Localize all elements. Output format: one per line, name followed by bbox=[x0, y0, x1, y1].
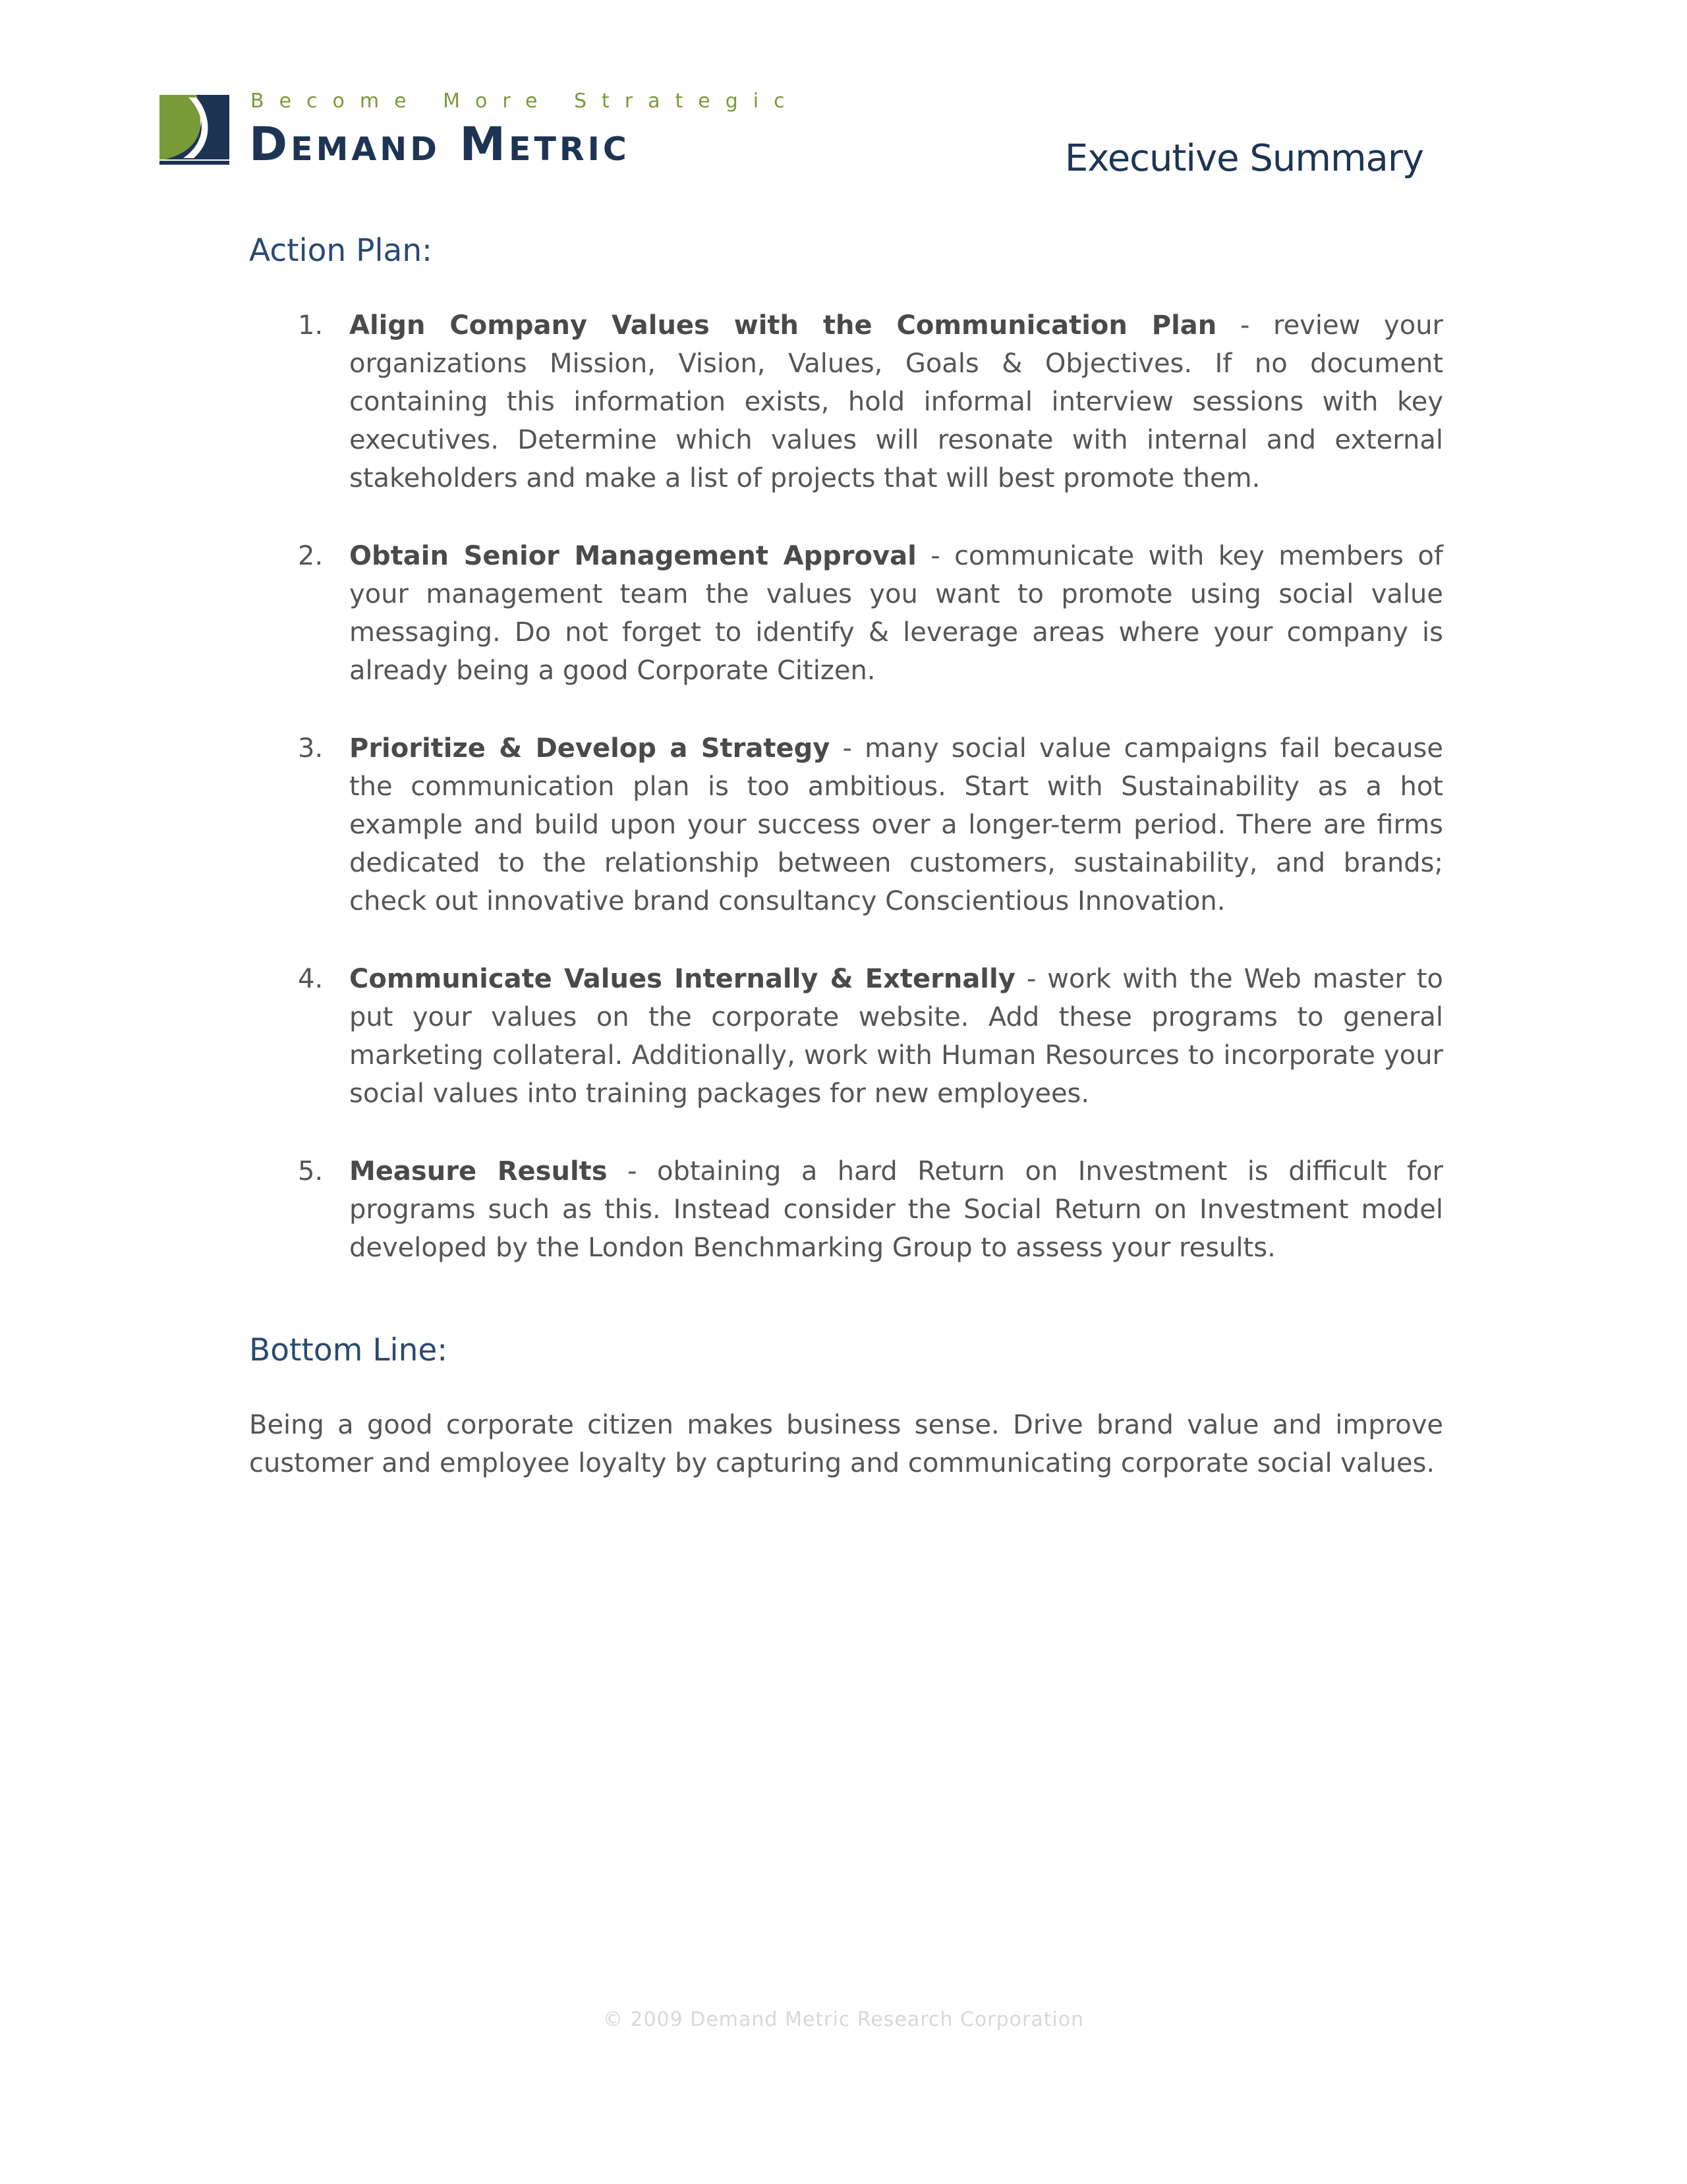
item-separator: - bbox=[1216, 310, 1274, 341]
item-text: obtaining a hard Return on Investment is difficult for programs such as this. Instead consider the Social Return on Investment model developed by the London Benchmarking Group to assess your results. bbox=[349, 1156, 1443, 1264]
action-plan-item bbox=[249, 306, 1443, 497]
item-title: Obtain Senior Management Approval bbox=[349, 541, 917, 572]
action-plan-heading: Action Plan: bbox=[249, 233, 432, 269]
bottom-line-heading: Bottom Line: bbox=[249, 1332, 448, 1369]
item-text: many social value campaigns fail because the communication plan is too ambitious. Start with Sustainability as a hot example and build upon your success over a longer-term period. There are firms dedicated to the relationship between customers, sustainability, and brands; check out innovative brand consultancy Conscientious Innovation. bbox=[349, 733, 1443, 917]
action-plan-item bbox=[249, 960, 1443, 1113]
item-separator: - bbox=[1015, 964, 1048, 995]
demand-metric-logo-icon bbox=[159, 95, 229, 165]
item-title: Measure Results bbox=[349, 1156, 608, 1187]
item-number: 1. bbox=[298, 310, 324, 341]
item-title: Prioritize & Develop a Strategy bbox=[349, 733, 830, 764]
action-plan-item bbox=[249, 729, 1443, 920]
item-number: 3. bbox=[298, 733, 324, 764]
item-number: 5. bbox=[298, 1156, 324, 1187]
action-plan-item bbox=[249, 1152, 1443, 1267]
item-separator: - bbox=[916, 541, 955, 572]
action-plan-list bbox=[249, 306, 1443, 1267]
copyright-footer: © 2009 Demand Metric Research Corporation bbox=[602, 2008, 1085, 2031]
logo-wordmark: Demand Metric bbox=[249, 117, 630, 171]
item-number: 4. bbox=[298, 964, 324, 995]
item-text: communicate with key members of your management team the values you want to promote using social value messaging. Do not forget to identify & leverage areas where your company is already being a good Corporate Citizen. bbox=[349, 541, 1443, 686]
bottom-line-text: Being a good corporate citizen makes business sense. Drive brand value and improve customer and employee loyalty by capturing and communicating corporate social values. bbox=[249, 1410, 1443, 1479]
item-text: review your organizations Mission, Vision, Values, Goals & Objectives. If no document containing this information exists, hold informal interview sessions with key executives. Determine which values will resonate with internal and external stakeholders and make a list of projects that will best promote them. bbox=[349, 310, 1443, 494]
item-text: work with the Web master to put your values on the corporate website. Add these programs to general marketing collateral. Additionally, work with Human Resources to incorporate your social values into training packages for new employees. bbox=[349, 964, 1444, 1109]
document-body bbox=[249, 231, 1443, 1509]
document-title: Executive Summary bbox=[1064, 137, 1423, 180]
item-title: Align Company Values with the Communication Plan bbox=[349, 310, 1217, 341]
item-separator: - bbox=[830, 733, 865, 764]
logo-tagline: Become More Strategic bbox=[250, 90, 800, 113]
item-number: 2. bbox=[298, 541, 324, 572]
action-plan-item bbox=[249, 537, 1443, 690]
item-title: Communicate Values Internally & Externally bbox=[349, 964, 1015, 995]
item-separator: - bbox=[607, 1156, 657, 1187]
